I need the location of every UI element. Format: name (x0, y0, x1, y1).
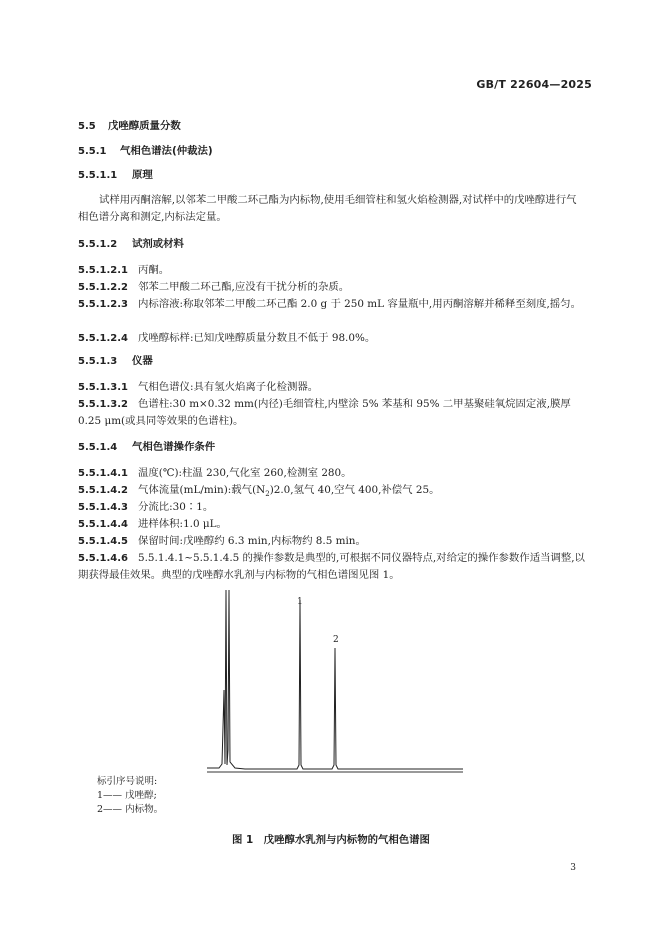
clause-text-a: 气体流量(mL/min):载气(N (138, 484, 266, 496)
clause-text: 色谱柱:30 m×0.32 mm(内径)毛细管柱,内壁涂 5% 苯基和 95% 二甲基聚硅氧烷固定液,膜厚 0.25 μm(或具同等效果的色谱柱)。 (78, 398, 571, 427)
section-number: 5.5.1 (78, 146, 107, 157)
clause-number: 5.5.1.4.6 (78, 553, 128, 564)
clause-text: 丙酮。 (138, 264, 170, 276)
legend-item: 1—— 戊唑醇; (97, 790, 157, 801)
condition-item (78, 465, 586, 482)
condition-item (78, 550, 586, 584)
chromatogram-figure (205, 590, 465, 775)
clause-number: 5.5.1.4.3 (78, 502, 128, 513)
reagent-item (78, 262, 586, 279)
condition-item (78, 533, 586, 550)
clause-number: 5.5.1.4.2 (78, 485, 128, 496)
clause-text: 内标溶液:称取邻苯二甲酸二环己酯 2.0 g 于 250 mL 容量瓶中,用丙酮溶解并稀释至刻度,摇匀。 (138, 298, 581, 310)
reagent-item (78, 296, 586, 313)
section-title: 气相色谱操作条件 (132, 441, 216, 453)
section-5-5-1-1 (78, 168, 153, 183)
section-title: 气相色谱法(仲裁法) (120, 145, 213, 157)
clause-text: 邻苯二甲酸二环己酯,应没有干扰分析的杂质。 (138, 281, 350, 293)
legend-title: 标引序号说明: (97, 776, 158, 787)
clause-number: 5.5.1.3.1 (78, 382, 128, 393)
chromatogram-trace (207, 590, 463, 769)
clause-text: 气相色谱仪:具有氢火焰离子化检测器。 (138, 381, 319, 393)
clause-number: 5.5.1.4.5 (78, 536, 128, 547)
peak-label-1: 1 (297, 597, 303, 607)
section-title: 试剂或材料 (132, 238, 184, 250)
section-title: 原理 (132, 169, 153, 181)
clause-number: 5.5.1.2.4 (78, 333, 128, 344)
section-5-5-1-4 (78, 440, 215, 455)
page-number: 3 (570, 863, 576, 873)
section-5-5-1-2 (78, 237, 184, 252)
section-number: 5.5.1.2 (78, 239, 118, 250)
principle-paragraph: 试样用丙酮溶解,以邻苯二甲酸二环己酯为内标物,使用毛细管柱和氢火焰检测器,对试样中的戊唑醇进行气相色谱分离和测定,内标法定量。 (78, 194, 577, 223)
condition-item (78, 516, 586, 533)
section-number: 5.5 (78, 121, 96, 132)
section-5-5-1-3 (78, 354, 153, 369)
instrument-item (78, 379, 586, 396)
figure-legend (97, 775, 163, 817)
condition-item (78, 499, 586, 516)
clause-text: 5.5.1.4.1~5.5.1.4.5 的操作参数是典型的,可根据不同仪器特点,对给定的操作参数作适当调整,以期获得最佳效果。典型的戊唑醇水乳剂与内标物的气相色谱图见图 1。 (78, 552, 585, 581)
clause-number: 5.5.1.3.2 (78, 399, 128, 410)
clause-number: 5.5.1.2.2 (78, 282, 128, 293)
section-title: 戊唑醇质量分数 (108, 120, 181, 132)
clause-text: 戊唑醇标样:已知戊唑醇质量分数且不低于 98.0%。 (138, 332, 376, 344)
clause-number: 5.5.1.2.1 (78, 265, 128, 276)
section-number: 5.5.1.1 (78, 170, 118, 181)
section-title: 仪器 (132, 355, 153, 367)
figure-caption: 图 1 戊唑醇水乳剂与内标物的气相色谱图 (232, 834, 430, 846)
instrument-item (78, 396, 586, 430)
section-number: 5.5.1.4 (78, 442, 118, 453)
reagent-item (78, 330, 586, 347)
subscript: 2 (265, 490, 270, 499)
peak-label-2: 2 (333, 635, 339, 645)
clause-number: 5.5.1.4.4 (78, 519, 128, 530)
legend-item: 2—— 内标物。 (97, 804, 164, 815)
clause-text: 温度(℃):柱温 230,气化室 260,检测室 280。 (138, 467, 352, 479)
section-number: 5.5.1.3 (78, 356, 118, 367)
section-5-5 (78, 119, 181, 134)
clause-text: 保留时间:戊唑醇约 6.3 min,内标物约 8.5 min。 (138, 535, 366, 547)
clause-text: 进样体积:1.0 μL。 (138, 518, 227, 530)
reagent-item (78, 279, 586, 296)
clause-text-b: )2.0,氢气 40,空气 400,补偿气 25。 (269, 484, 440, 496)
clause-text: 分流比:30∶1。 (138, 501, 214, 513)
standard-header: GB/T 22604—2025 (476, 78, 592, 91)
clause-number: 5.5.1.4.1 (78, 468, 128, 479)
section-5-5-1 (78, 144, 213, 159)
clause-number: 5.5.1.2.3 (78, 299, 128, 310)
